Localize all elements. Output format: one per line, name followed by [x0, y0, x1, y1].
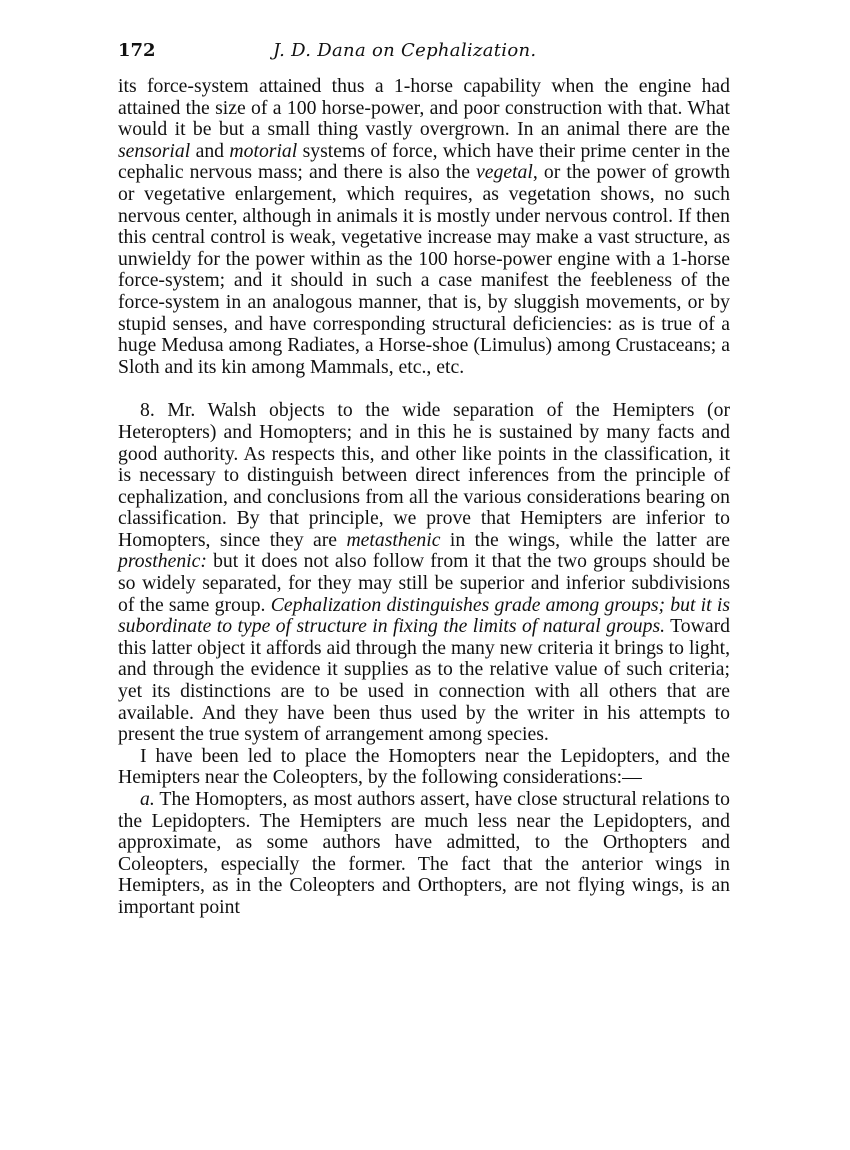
italic-text-segment: sensorial — [118, 139, 191, 162]
text-segment: its force-system attained thus a 1-horse capability when the engine had attained the size of a 100 horse-power, and poor construction with that. What would it be but a small thing vastly overgrown. In an animal there are the — [118, 75, 730, 141]
italic-text-segment: vegetal — [476, 161, 533, 184]
italic-text-segment: Cephalization distinguishes grade among groups; but it is subordinate to type of structure in fixing the limits of natural groups. — [118, 593, 730, 638]
running-title: J. D. Dana on Cephalization. — [273, 40, 537, 61]
page-number: 172 — [118, 40, 156, 61]
body-text — [118, 76, 730, 919]
paragraph-consideration-a — [118, 789, 730, 919]
text-segment: systems of force, which have their prime center in the cephalic nervous mass; and there is also the — [118, 139, 730, 184]
text-segment: but it does not also follow from it that the two groups should be so widely separated, for they may still be superior and inferior subdivisions of the same group. — [118, 550, 730, 616]
text-segment: I have been led to place the Homopters near the Lepidopters, and the Hemipters near the Coleopters, by the following considerations:— — [118, 744, 730, 789]
paragraph-considerations-intro — [118, 746, 730, 789]
running-head — [118, 40, 730, 76]
paragraph-walsh-objection — [118, 400, 730, 746]
text-segment: , or the power of growth or vegetative enlargement, which requires, as vegetation shows, no such nervous center, although in animals it is mostly under nervous control. If then this central control is weak, vegetative increase may make a vast structure, as unwieldy for the power within as the 100 horse-power engine with a 1-horse force-system; and it should in such a case manifest the feebleness of the force-system in an analogous manner, that is, by sluggish movements, or by stupid senses, and have corresponding structural deficiencies: as is true of a huge Medusa among Radiates, a Horse-shoe (Limulus) among Crustaceans; a Sloth and its kin among Mammals, etc., etc. — [118, 161, 730, 378]
text-segment: The Homopters, as most authors assert, have close structural relations to the Lepidopters. The Hemipters are much less near the Lepidopters, and approximate, as some authors have admitted, to the Orthopters and Coleopters, especially the former. The fact that the anterior wings in Hemipters, as in the Coleopters and Orthopters, are not flying wings, is an important point — [118, 788, 730, 918]
italic-text-segment: a. — [140, 788, 155, 810]
page — [118, 40, 730, 919]
italic-text-segment: metasthenic — [346, 528, 441, 551]
italic-text-segment: prosthenic: — [118, 550, 207, 573]
text-segment: and — [190, 139, 230, 162]
paragraph-force-system — [118, 76, 730, 378]
text-segment: 8. Mr. Walsh objects to the wide separation of the Hemipters (or Heteropters) and Homopters; and in this he is sustained by many facts and good authority. As respects this, and other like points in the classification, it is necessary to distinguish between direct inferences from the principle of cephalization, and conclusions from all the various considerations bearing on classification. By that principle, we prove that Hemipters are inferior to Homopters, since they are — [118, 399, 730, 551]
text-segment: Toward this latter object it affords aid through the many new criteria it brings to light, and through the evidence it supplies as to the relative value of such criteria; yet its distinctions are to be used in connection with all others that are available. And they have been thus used by the writer in his attempts to present the true system of arrangement among species. — [118, 615, 730, 746]
text-segment: in the wings, while the latter are — [440, 528, 730, 551]
italic-text-segment: motorial — [229, 139, 298, 162]
